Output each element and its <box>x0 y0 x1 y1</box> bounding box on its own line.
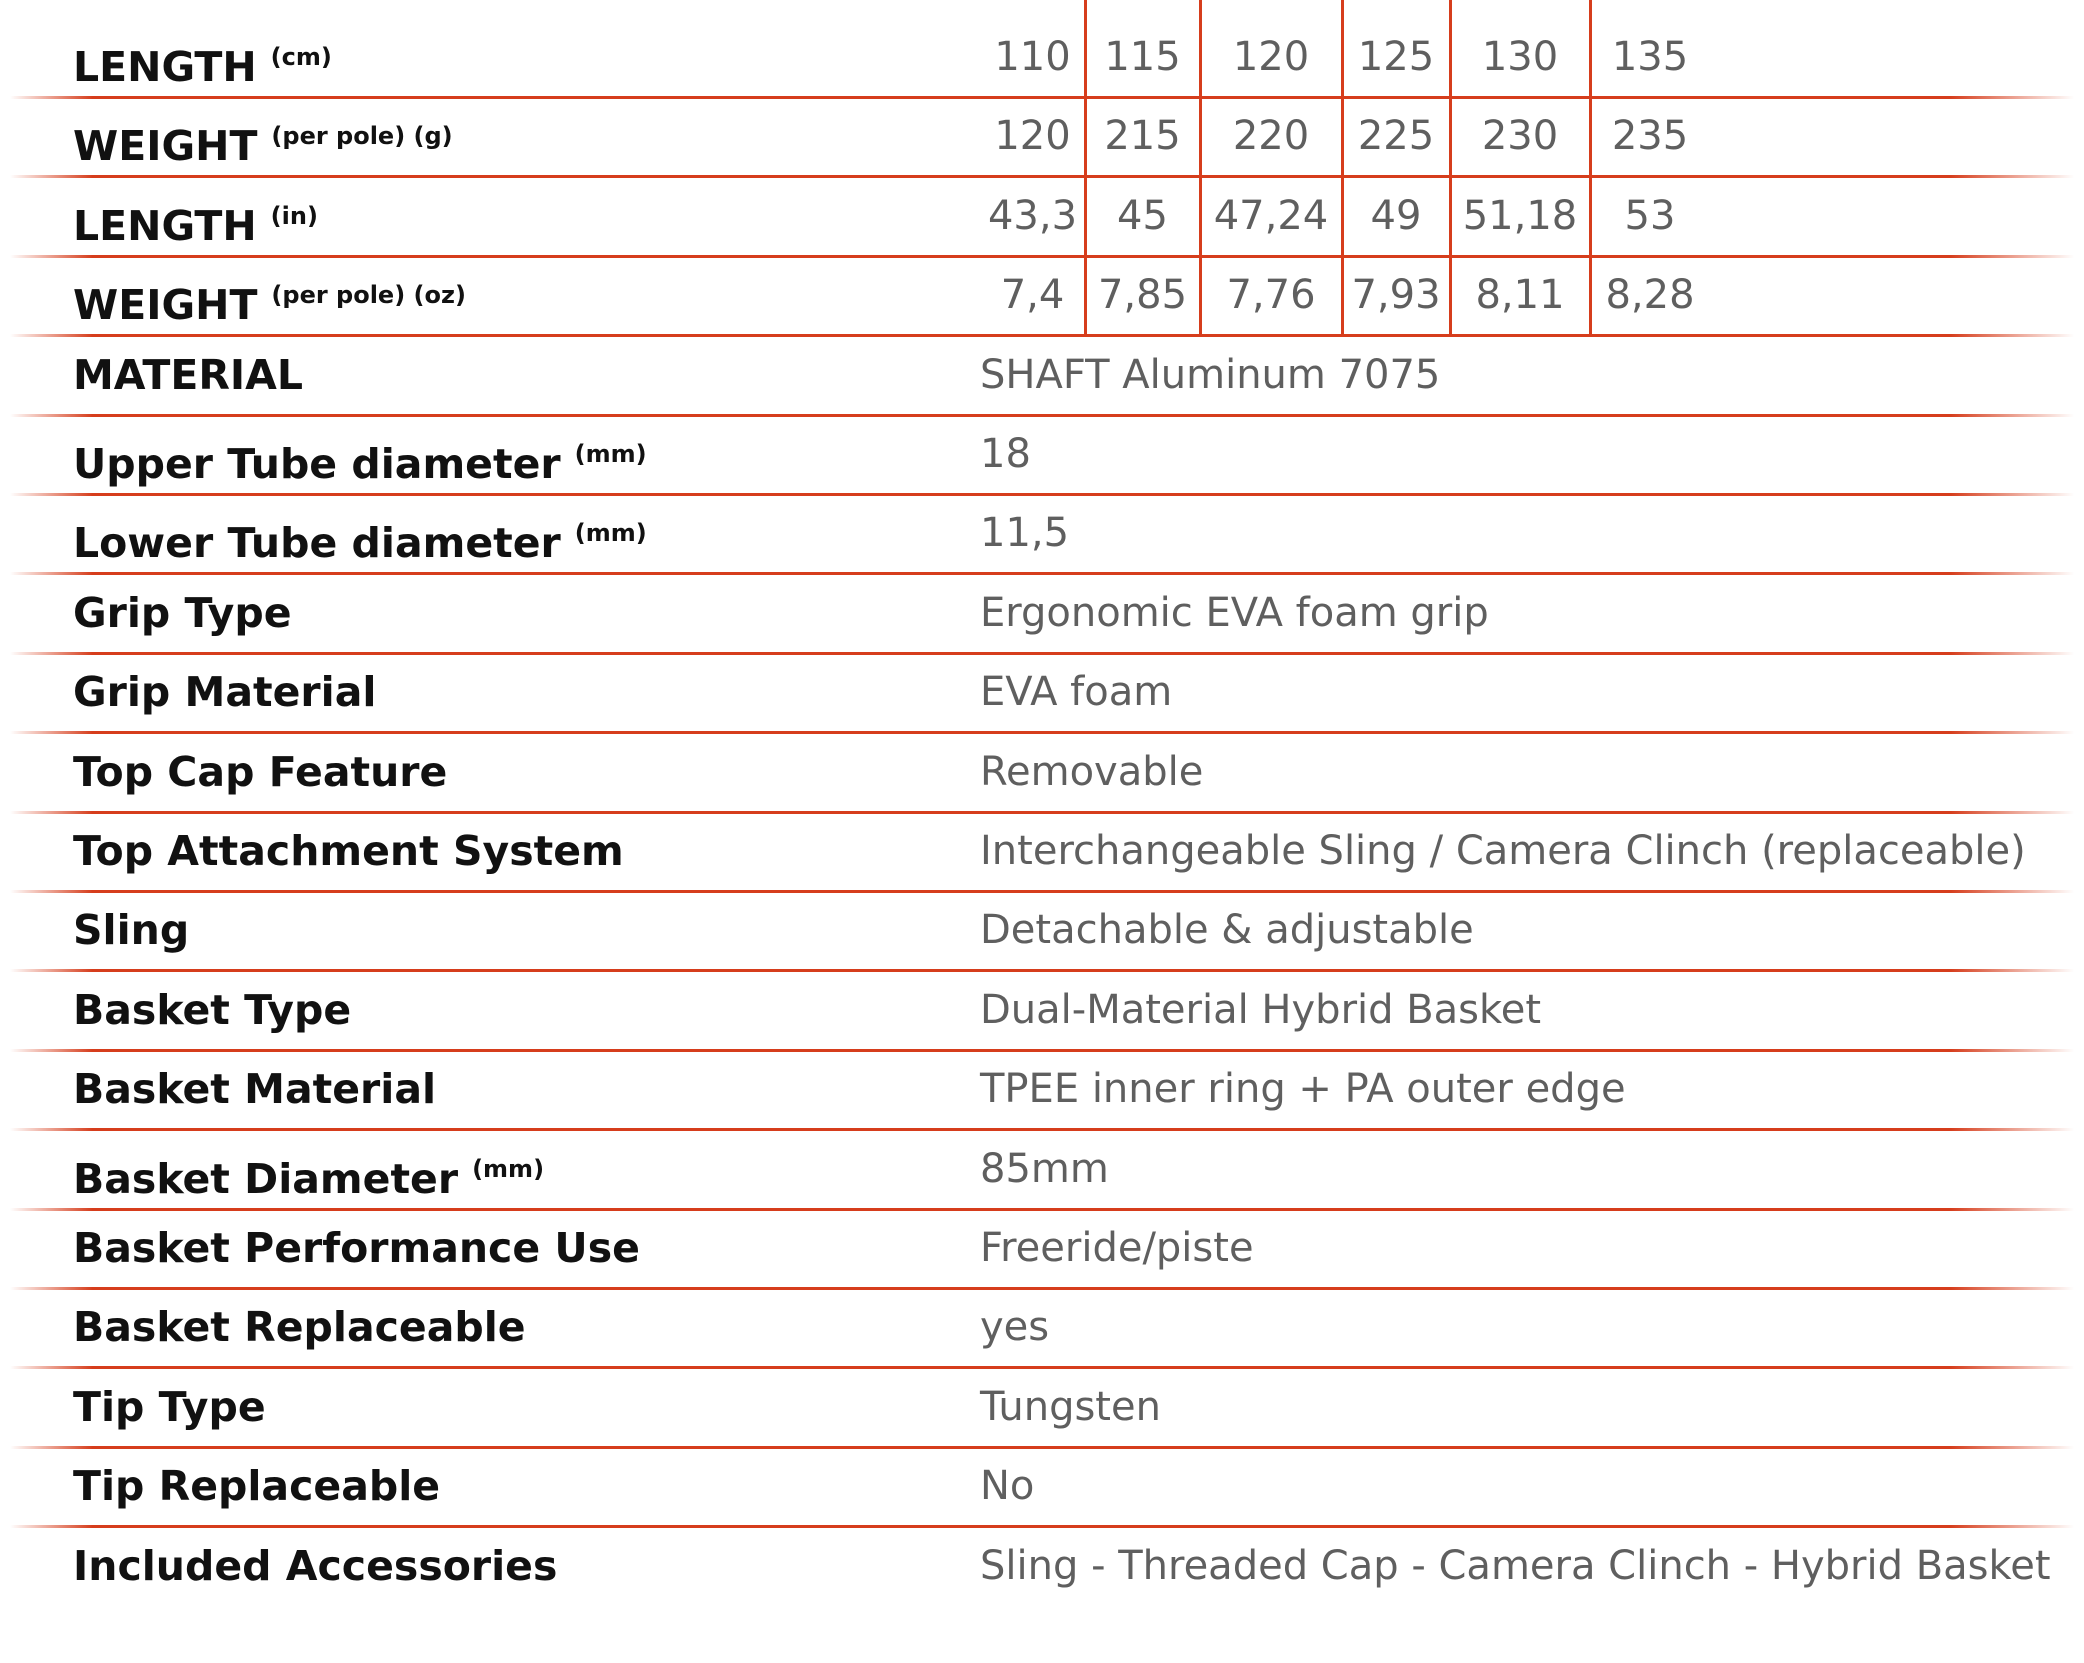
spec-value: Dual-Material Hybrid Basket <box>980 986 1542 1033</box>
row-divider <box>10 1287 2074 1290</box>
row-label-text: Top Attachment System <box>73 827 624 875</box>
spec-row <box>0 1130 2084 1209</box>
spec-value: Removable <box>980 748 1204 795</box>
spec-row <box>0 1368 2084 1447</box>
size-cell: 7,76 <box>1226 272 1316 319</box>
size-cell: 115 <box>1104 34 1181 80</box>
row-divider <box>10 1049 2074 1052</box>
row-label <box>73 1209 640 1288</box>
row-label-text: WEIGHT <box>73 122 258 171</box>
size-cell: 220 <box>1232 113 1310 160</box>
size-row <box>0 256 2084 335</box>
row-divider <box>10 1208 2074 1211</box>
row-divider <box>10 969 2074 972</box>
spec-row <box>0 733 2084 812</box>
size-row <box>0 18 2084 97</box>
size-cell: 130 <box>1481 34 1559 80</box>
spec-value: 11,5 <box>980 510 1070 557</box>
row-divider <box>10 334 2074 337</box>
row-label <box>73 177 318 256</box>
size-cell: 230 <box>1481 113 1559 160</box>
column-divider <box>1199 0 1202 336</box>
row-label-text: Basket Performance Use <box>73 1224 640 1272</box>
row-divider <box>10 175 2074 178</box>
row-unit: (mm) <box>574 519 647 548</box>
row-label <box>73 1130 544 1209</box>
row-label-text: LENGTH <box>73 43 257 91</box>
size-cell: 135 <box>1611 34 1689 80</box>
spec-row <box>0 971 2084 1050</box>
row-divider <box>10 652 2074 655</box>
row-label-text: Lower Tube diameter <box>73 519 561 568</box>
spec-value: EVA foam <box>980 669 1173 716</box>
size-cell: 53 <box>1624 192 1676 239</box>
row-divider <box>10 255 2074 258</box>
spec-value: Freeride/piste <box>980 1225 1254 1271</box>
column-divider <box>1084 0 1087 336</box>
size-row <box>0 177 2084 256</box>
size-cell: 110 <box>994 34 1071 80</box>
row-unit: (mm) <box>472 1154 545 1183</box>
row-divider <box>10 890 2074 893</box>
size-cell: 7,93 <box>1351 272 1441 319</box>
row-divider <box>10 96 2074 99</box>
spec-value: Interchangeable Sling / Camera Clinch (replaceable) <box>980 828 2026 874</box>
row-label-text: Top Cap Feature <box>73 747 448 796</box>
size-cell: 120 <box>994 113 1071 160</box>
row-label <box>73 1050 436 1129</box>
row-divider <box>10 811 2074 814</box>
row-label <box>73 256 466 335</box>
spec-value: yes <box>980 1304 1050 1351</box>
size-cell: 8,28 <box>1605 272 1695 319</box>
spec-value: TPEE inner ring + PA outer edge <box>980 1066 1626 1113</box>
spec-row <box>0 494 2084 573</box>
spec-row <box>0 574 2084 653</box>
row-label-text: Sling <box>73 906 190 955</box>
row-label-text: Included Accessories <box>73 1541 558 1590</box>
row-unit: (mm) <box>574 440 647 468</box>
size-cell: 47,24 <box>1213 192 1329 239</box>
row-label-text: Tip Type <box>73 1382 266 1431</box>
row-label-text: Basket Replaceable <box>73 1303 526 1352</box>
row-label <box>73 653 376 732</box>
row-label <box>73 97 453 176</box>
size-cell: 7,4 <box>1000 272 1065 319</box>
row-divider <box>10 1446 2074 1449</box>
spec-value: 85mm <box>980 1145 1109 1192</box>
row-unit: (per pole) (oz) <box>271 281 466 310</box>
size-row <box>0 97 2084 176</box>
row-label <box>73 1447 440 1526</box>
row-divider <box>10 731 2074 734</box>
row-label <box>73 733 447 812</box>
row-label <box>73 415 647 494</box>
row-unit: (in) <box>270 201 318 230</box>
row-divider <box>10 1366 2074 1369</box>
column-divider <box>1341 0 1344 336</box>
size-cell: 120 <box>1232 34 1310 80</box>
row-divider <box>10 493 2074 496</box>
row-label <box>73 971 351 1050</box>
spec-value: SHAFT Aluminum 7075 <box>980 351 1441 398</box>
row-label <box>73 336 303 415</box>
row-label-text: Grip Material <box>73 668 377 717</box>
size-cell: 7,85 <box>1097 272 1188 319</box>
spec-value: 18 <box>980 431 1031 477</box>
size-cell: 49 <box>1370 192 1422 239</box>
spec-row <box>0 653 2084 732</box>
size-cell: 43,3 <box>987 192 1078 239</box>
spec-row <box>0 1447 2084 1526</box>
spec-row <box>0 891 2084 970</box>
spec-row <box>0 415 2084 494</box>
row-label <box>73 18 332 97</box>
row-label-text: Tip Replaceable <box>73 1462 441 1511</box>
row-divider <box>10 414 2074 417</box>
row-label <box>73 494 647 573</box>
column-divider <box>1589 0 1592 336</box>
row-label-text: MATERIAL <box>73 350 304 399</box>
row-label <box>73 1368 266 1447</box>
size-cell: 51,18 <box>1462 192 1578 239</box>
row-divider <box>10 572 2074 575</box>
spec-value: Tungsten <box>980 1383 1161 1430</box>
row-divider <box>10 1525 2074 1528</box>
size-cell: 8,11 <box>1475 272 1565 319</box>
spec-row <box>0 1288 2084 1367</box>
row-label-text: WEIGHT <box>73 281 258 330</box>
row-label-text: Grip Type <box>73 588 292 637</box>
row-unit: (cm) <box>270 43 332 71</box>
size-cell: 235 <box>1611 113 1689 160</box>
spec-row <box>0 812 2084 891</box>
size-cell: 125 <box>1357 34 1435 80</box>
spec-value: Ergonomic EVA foam grip <box>980 589 1489 636</box>
spec-row <box>0 1050 2084 1129</box>
spec-row <box>0 1209 2084 1288</box>
row-label <box>73 1527 557 1606</box>
size-cell: 215 <box>1104 113 1181 160</box>
row-label <box>73 574 292 653</box>
size-cell: 225 <box>1357 113 1435 160</box>
row-unit: (per pole) (g) <box>271 122 453 151</box>
row-label-text: Upper Tube diameter <box>73 440 561 488</box>
row-label <box>73 1288 526 1367</box>
size-cell: 45 <box>1117 192 1168 239</box>
row-label-text: Basket Material <box>73 1065 437 1114</box>
row-label-text: Basket Type <box>73 985 352 1034</box>
column-divider <box>1449 0 1452 336</box>
spec-value: No <box>980 1463 1035 1510</box>
row-label-text: LENGTH <box>73 201 257 250</box>
spec-row <box>0 336 2084 415</box>
spec-value: Sling - Threaded Cap - Camera Clinch - Hybrid Basket <box>980 1542 2051 1589</box>
row-label <box>73 812 624 891</box>
row-divider <box>10 1128 2074 1131</box>
row-label-text: Basket Diameter <box>73 1154 459 1203</box>
spec-value: Detachable & adjustable <box>980 907 1474 954</box>
spec-row <box>0 1527 2084 1606</box>
row-label <box>73 891 189 970</box>
